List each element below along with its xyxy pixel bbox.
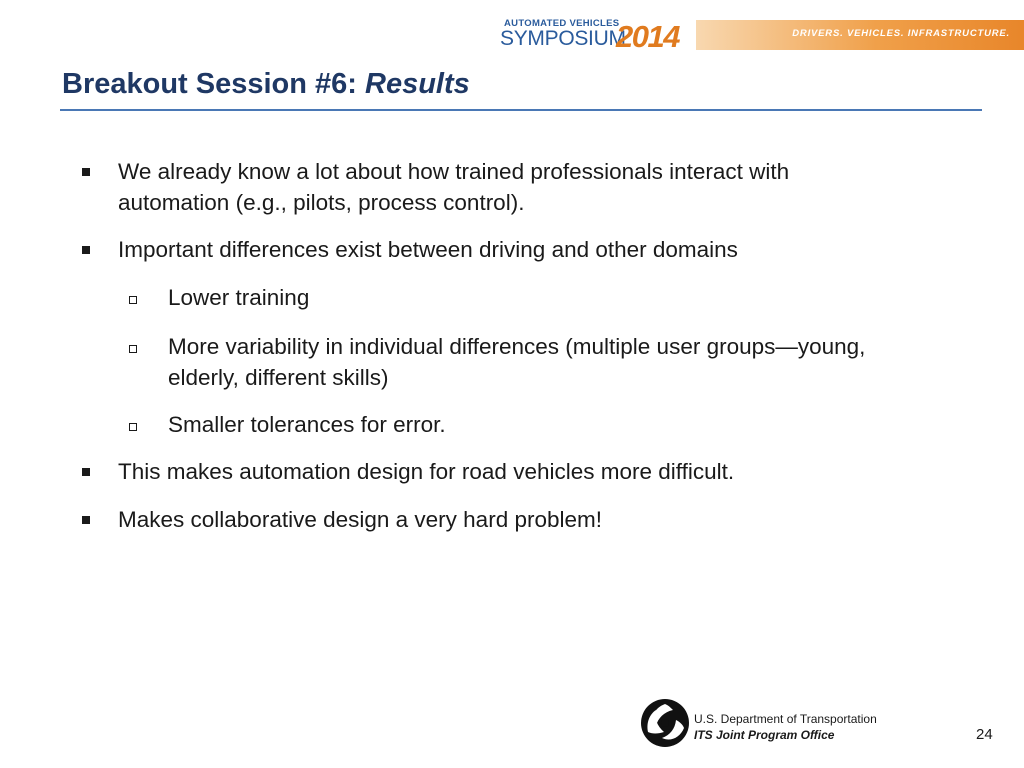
- title-italic: Results: [365, 68, 470, 100]
- logo-year-text: 2014: [616, 19, 679, 54]
- bullet-item: [118, 156, 789, 218]
- bullet-hollow-square-icon: [129, 296, 137, 304]
- page-number: 24: [976, 726, 993, 743]
- logo-word-text: SYMPOSIUM: [500, 27, 626, 50]
- bullet-line: Important differences exist between driving and other domains: [118, 237, 738, 262]
- bullet-line: More variability in individual differences (multiple user groups—young,: [168, 334, 866, 359]
- header-banner: [480, 14, 1024, 54]
- bullet-square-icon: [82, 246, 90, 254]
- sub-bullet-item: [168, 331, 865, 393]
- sub-bullet-item: [168, 409, 446, 440]
- title-main: Breakout Session #6:: [62, 68, 365, 100]
- bullet-square-icon: [82, 468, 90, 476]
- bullet-square-icon: [82, 516, 90, 524]
- footer-dept: U.S. Department of Transportation: [694, 712, 877, 726]
- bullet-line: Makes collaborative design a very hard problem!: [118, 507, 602, 532]
- bullet-line: Lower training: [168, 285, 310, 310]
- slide-title: [62, 68, 470, 101]
- footer-office: ITS Joint Program Office: [694, 728, 835, 742]
- tagline-text: DRIVERS. VEHICLES. INFRASTRUCTURE.: [792, 28, 1010, 39]
- bullet-line: We already know a lot about how trained professionals interact with: [118, 159, 790, 184]
- footer-text: [694, 711, 877, 743]
- bullet-line: This makes automation design for road vehicles more difficult.: [118, 459, 735, 484]
- bullet-square-icon: [82, 168, 90, 176]
- symposium-logo: [494, 18, 694, 52]
- title-divider: [60, 109, 982, 111]
- bullet-line: elderly, different skills): [168, 365, 389, 390]
- bullet-item: [118, 456, 734, 487]
- bullet-item: [118, 504, 602, 535]
- bullet-hollow-square-icon: [129, 345, 137, 353]
- tagline-band: [696, 20, 1024, 50]
- logo-top-text: AUTOMATED VEHICLES: [504, 18, 620, 29]
- sub-bullet-item: [168, 282, 309, 313]
- dot-logo-icon: [640, 698, 690, 748]
- bullet-item: [118, 234, 738, 265]
- bullet-line: automation (e.g., pilots, process control).: [118, 190, 525, 215]
- bullet-line: Smaller tolerances for error.: [168, 412, 446, 437]
- bullet-hollow-square-icon: [129, 423, 137, 431]
